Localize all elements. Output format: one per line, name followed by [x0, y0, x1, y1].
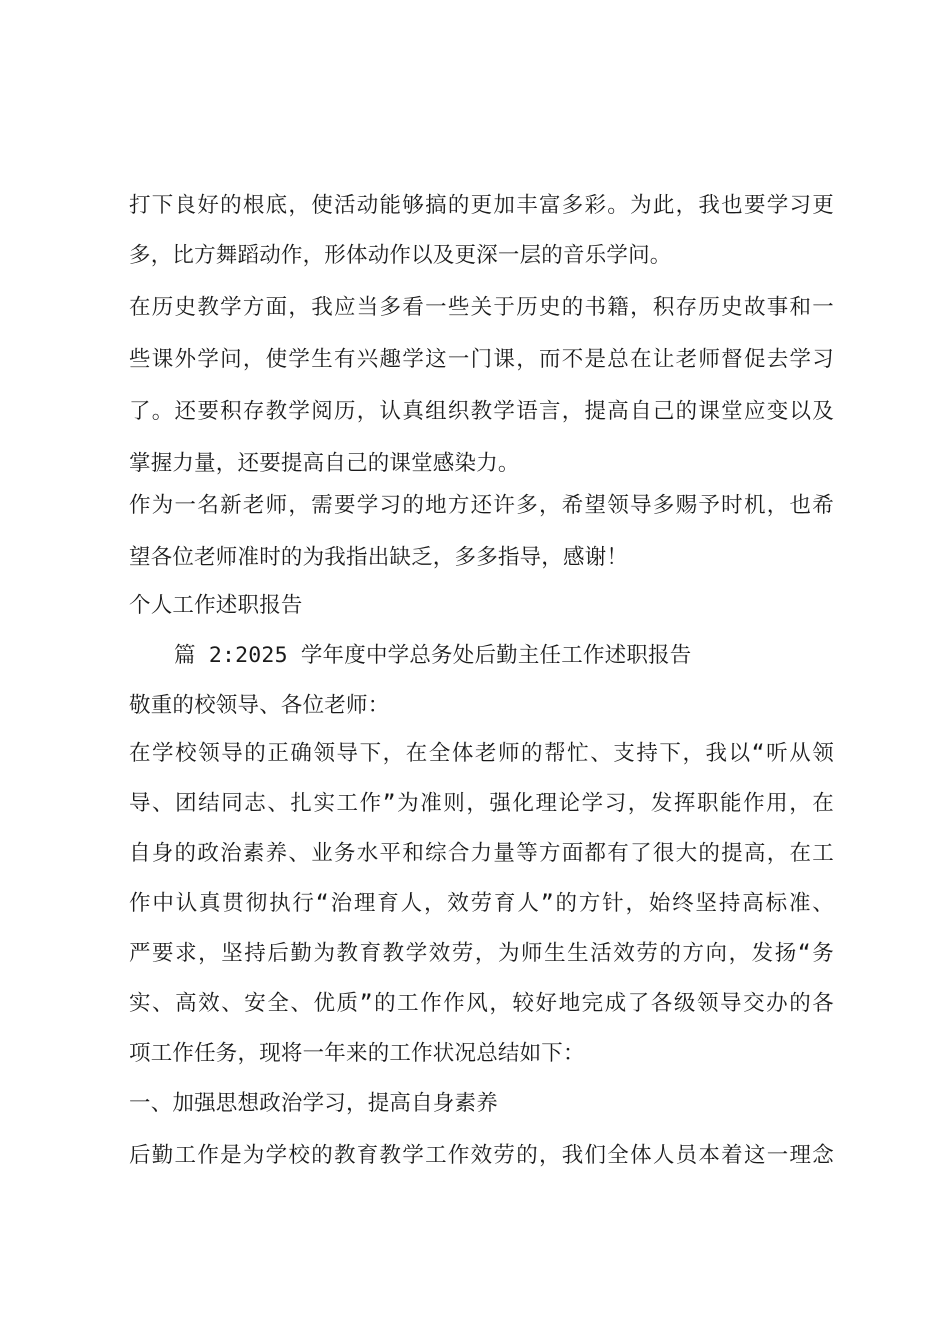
text-line: 严要求，坚持后勤为教育教学效劳，为师生生活效劳的方向，发扬“务	[129, 941, 834, 966]
text-line: 在历史教学方面，我应当多看一些关于历史的书籍，积存历史故事和一	[129, 295, 834, 320]
text-line: 些课外学问，使学生有兴趣学这一门课，而不是总在让老师督促去学习	[129, 347, 834, 372]
text-line: 作中认真贯彻执行“治理育人，效劳育人”的方针，始终坚持高标准、	[129, 891, 834, 916]
text-line: 导、团结同志、扎实工作”为准则，强化理论学习，发挥职能作用，在	[129, 791, 834, 816]
article-title: 篇 2:2025 学年度中学总务处后勤主任工作述职报告	[174, 643, 692, 668]
text-line: 了。还要积存教学阅历，认真组织教学语言，提高自己的课堂应变以及	[129, 399, 834, 424]
text-line: 实、高效、安全、优质”的工作作风，较好地完成了各级领导交办的各	[129, 991, 834, 1016]
text-line: 打下良好的根底，使活动能够搞的更加丰富多彩。为此，我也要学习更	[129, 193, 834, 218]
text-line: 掌握力量，还要提高自己的课堂感染力。	[129, 451, 520, 476]
text-line: 望各位老师准时的为我指出缺乏，多多指导，感谢！	[129, 545, 629, 570]
text-line: 自身的政治素养、业务水平和综合力量等方面都有了很大的提高，在工	[129, 841, 834, 866]
salutation: 敬重的校领导、各位老师：	[129, 693, 390, 718]
section-heading: 个人工作述职报告	[129, 593, 303, 618]
subsection-heading: 一、加强思想政治学习，提高自身素养	[129, 1091, 498, 1116]
text-line: 作为一名新老师，需要学习的地方还许多，希望领导多赐予时机，也希	[129, 493, 834, 518]
text-line: 在学校领导的正确领导下，在全体老师的帮忙、支持下，我以“听从领	[129, 741, 834, 766]
text-line: 项工作任务，现将一年来的工作状况总结如下：	[129, 1041, 585, 1066]
text-line: 多，比方舞蹈动作，形体动作以及更深一层的音乐学问。	[129, 243, 672, 268]
text-line: 后勤工作是为学校的教育教学工作效劳的，我们全体人员本着这一理念	[129, 1143, 834, 1168]
